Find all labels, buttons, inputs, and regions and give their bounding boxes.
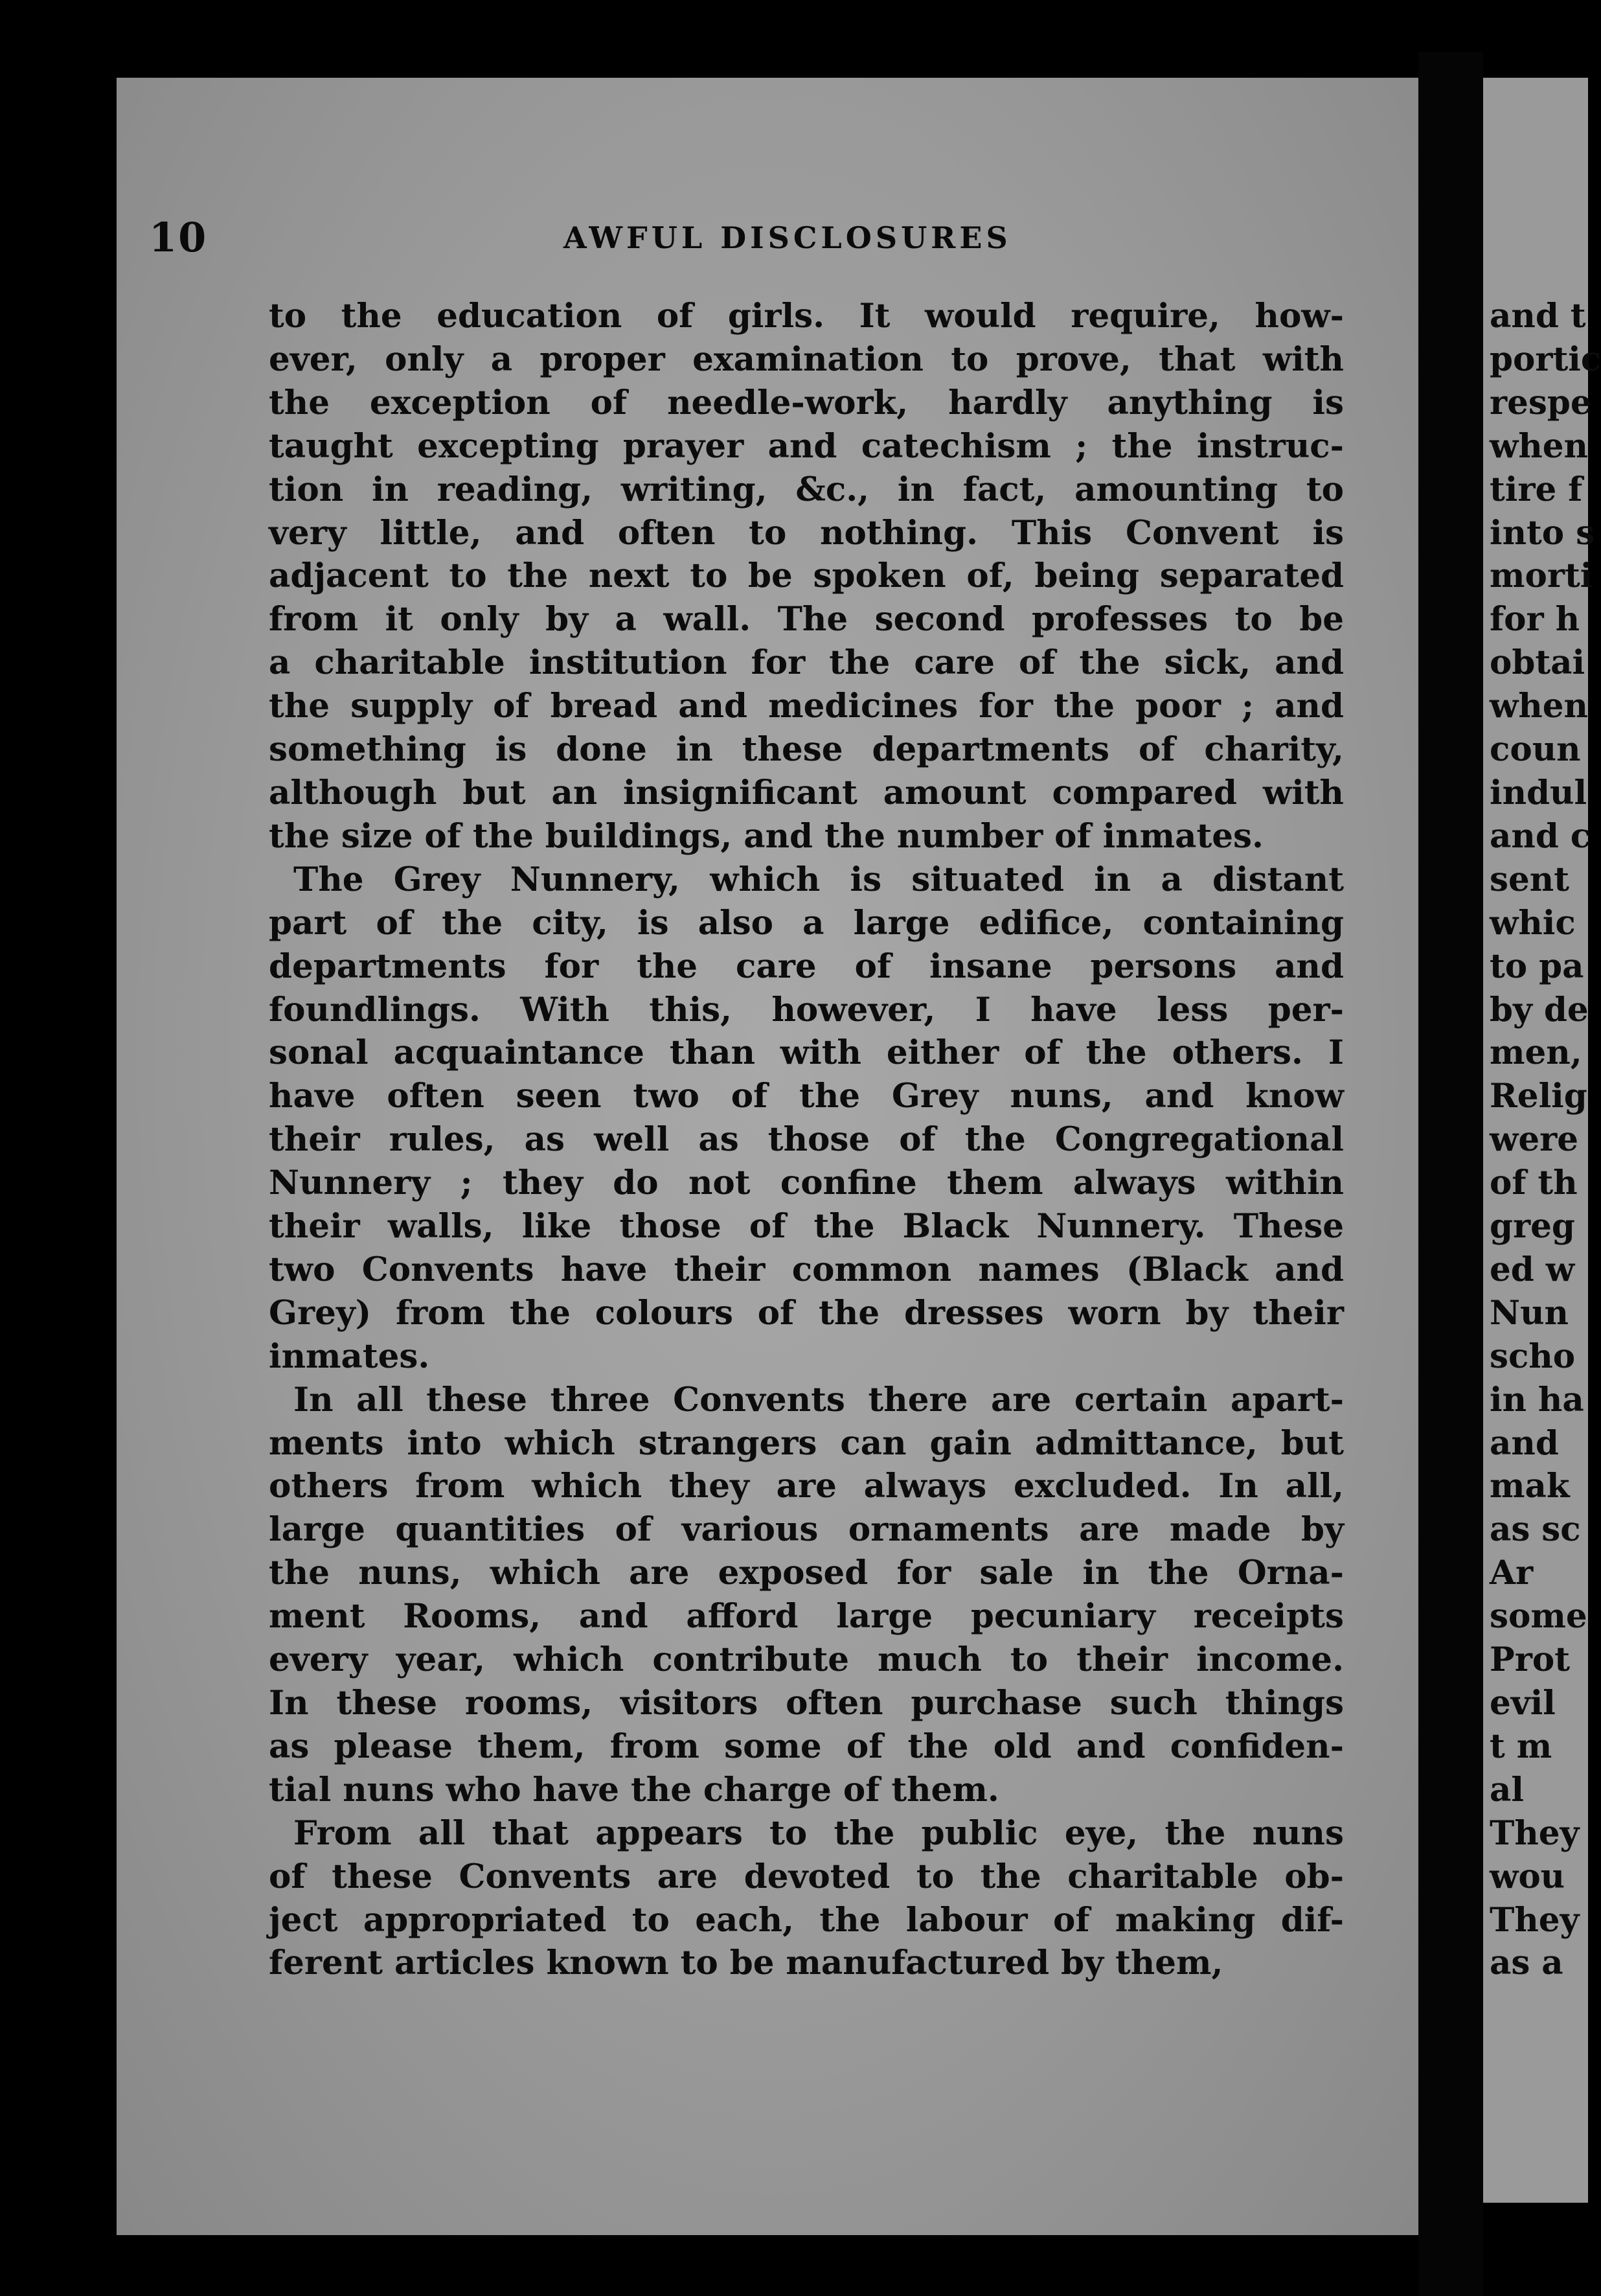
right-page-fragment: Nun <box>1490 1293 1569 1333</box>
right-page-fragment: Ar <box>1490 1554 1534 1593</box>
page-body-text <box>269 295 1344 1985</box>
text-line: the nuns, which are exposed for sale in the Orna- <box>269 1554 1344 1593</box>
right-page-fragment: portic <box>1490 339 1601 379</box>
text-line: their walls, like those of the Black Nunnery. These <box>269 1207 1344 1246</box>
text-line: In all these three Convents there are certain apart- <box>293 1380 1344 1419</box>
text-line: others from which they are always excluded. In all, <box>269 1467 1344 1506</box>
right-page-fragment: ed w <box>1490 1250 1575 1289</box>
right-page-fragment: Prot <box>1490 1640 1570 1680</box>
text-line: foundlings. With this, however, I have less per- <box>269 990 1344 1029</box>
right-page-fragment: sent <box>1490 860 1569 899</box>
text-line: Grey) from the colours of the dresses worn by their <box>269 1293 1344 1333</box>
page-number: 10 <box>149 214 208 261</box>
text-line: inmates. <box>269 1337 430 1376</box>
right-page-fragment: greg <box>1490 1207 1575 1246</box>
text-line: two Convents have their common names (Black and <box>269 1250 1344 1289</box>
right-page-fragment: in ha <box>1490 1380 1584 1419</box>
right-page-fragment: They <box>1490 1813 1580 1853</box>
text-line: from it only by a wall. The second professes to be <box>269 600 1344 639</box>
text-line: ever, only a proper examination to prove, that with <box>269 339 1344 379</box>
text-line: a charitable institution for the care of the sick, and <box>269 643 1344 683</box>
right-page-text-fragments <box>1490 295 1601 1985</box>
text-line: the size of the buildings, and the number of inmates. <box>269 816 1264 856</box>
text-line: ment Rooms, and afford large pecuniary receipts <box>269 1597 1344 1636</box>
text-line: large quantities of various ornaments are made by <box>269 1510 1344 1550</box>
text-line: adjacent to the next to be spoken of, being separated <box>269 557 1344 596</box>
text-line: departments for the care of insane persons and <box>269 947 1344 986</box>
text-line: the exception of needle-work, hardly anything is <box>269 383 1344 422</box>
right-page-fragment: coun <box>1490 730 1581 770</box>
right-page-fragment: respe <box>1490 383 1592 422</box>
right-page-fragment: some <box>1490 1597 1587 1636</box>
text-line: sonal acquaintance than with either of the others. I <box>269 1033 1344 1073</box>
right-page-fragment: mak <box>1490 1467 1570 1506</box>
text-line: as please them, from some of the old and confiden- <box>269 1727 1344 1766</box>
right-page-fragment: tire f <box>1490 470 1583 509</box>
right-page-fragment: of th <box>1490 1164 1578 1203</box>
right-page-fragment: were <box>1490 1120 1578 1160</box>
binding-gutter <box>1418 52 1483 2296</box>
text-line: taught excepting prayer and catechism ; the instruc- <box>269 426 1344 466</box>
text-line: although but an insignificant amount compared with <box>269 773 1344 812</box>
right-page-fragment: for h <box>1490 600 1580 639</box>
text-line: something is done in these departments of charity, <box>269 730 1344 770</box>
right-page-fragment: into s <box>1490 513 1595 553</box>
text-line: In these rooms, visitors often purchase such things <box>269 1684 1344 1723</box>
right-page-fragment: and <box>1490 1423 1559 1463</box>
right-page-fragment: Relig <box>1490 1077 1587 1116</box>
text-line: ferent articles known to be manufactured by them, <box>269 1944 1223 1983</box>
right-page-fragment: to pa <box>1490 947 1584 986</box>
text-line: The Grey Nunnery, which is situated in a distant <box>293 860 1344 899</box>
text-line: tion in reading, writing, &c., in fact, amounting to <box>269 470 1344 509</box>
right-page-fragment: al <box>1490 1770 1524 1809</box>
right-page-fragment: t m <box>1490 1727 1552 1766</box>
right-page-fragment: when <box>1490 687 1588 726</box>
right-page-fragment: and c <box>1490 816 1591 856</box>
running-head: AWFUL DISCLOSURES <box>563 220 1012 255</box>
right-page-fragment: morti <box>1490 557 1593 596</box>
text-line: have often seen two of the Grey nuns, and know <box>269 1077 1344 1116</box>
text-line: their rules, as well as those of the Congregational <box>269 1120 1344 1160</box>
text-line: to the education of girls. It would require, how- <box>269 297 1344 336</box>
text-line: ments into which strangers can gain admittance, but <box>269 1423 1344 1463</box>
text-line: From all that appears to the public eye, the nuns <box>293 1813 1344 1853</box>
right-page-fragment: evil <box>1490 1684 1556 1723</box>
text-line: very little, and often to nothing. This Convent is <box>269 513 1344 553</box>
right-page-fragment: obtai <box>1490 643 1585 683</box>
right-page-fragment: and t <box>1490 297 1586 336</box>
right-page-fragment: as sc <box>1490 1510 1581 1550</box>
text-line: the supply of bread and medicines for the poor ; and <box>269 687 1344 726</box>
right-page-fragment: whic <box>1490 903 1576 943</box>
text-line: Nunnery ; they do not confine them always within <box>269 1164 1344 1203</box>
right-page-fragment: by de <box>1490 990 1589 1029</box>
text-line: of these Convents are devoted to the charitable ob- <box>269 1857 1344 1896</box>
text-line: part of the city, is also a large edifice, containing <box>269 903 1344 943</box>
text-line: tial nuns who have the charge of them. <box>269 1770 999 1809</box>
text-line: ject appropriated to each, the labour of making dif- <box>269 1900 1344 1940</box>
right-page-fragment: scho <box>1490 1337 1576 1376</box>
right-page-fragment: indul <box>1490 773 1587 812</box>
right-page-fragment: They <box>1490 1900 1580 1940</box>
right-page-fragment: as a <box>1490 1944 1563 1983</box>
right-page-fragment: wou <box>1490 1857 1565 1896</box>
page-header <box>149 214 1315 266</box>
right-page-fragment: when <box>1490 426 1588 466</box>
text-line: every year, which contribute much to their income. <box>269 1640 1344 1680</box>
right-page-fragment: men, <box>1490 1033 1582 1073</box>
